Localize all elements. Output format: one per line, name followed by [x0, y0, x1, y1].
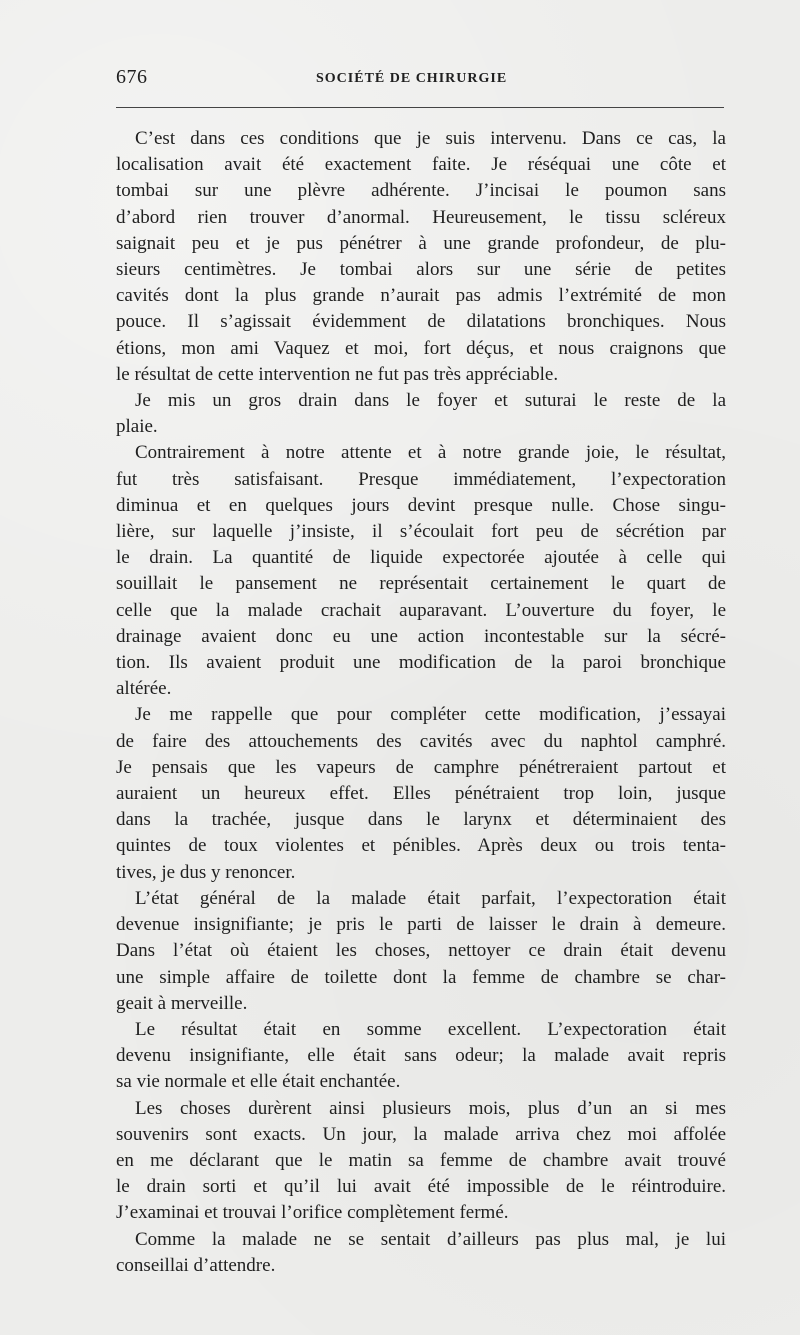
text-line: devenu insignifiante, elle était sans odeur; la malade avait repris — [116, 1045, 726, 1067]
text-line: le drain sorti et qu’il lui avait été impossible de le réintroduire. — [116, 1176, 726, 1198]
text-line: celle que la malade crachait auparavant. L’ouverture du foyer, le — [116, 599, 726, 621]
paragraph-4 — [116, 702, 726, 885]
paragraph-3 — [116, 440, 726, 702]
text-line: fut très satisfaisant. Presque immédiatement, l’expectoration — [116, 468, 726, 490]
text-line: le drain. La quantité de liquide expectorée ajoutée à celle qui — [116, 547, 726, 569]
text-line: Je mis un gros drain dans le foyer et suturai le reste de la — [135, 390, 726, 412]
text-line: cavités dont la plus grande n’aurait pas admis l’extrémité de mon — [116, 285, 726, 307]
text-line: sa vie normale et elle était enchantée. — [116, 1071, 401, 1093]
text-line: le résultat de cette intervention ne fut pas très appréciable. — [116, 363, 559, 385]
text-line: auraient un heureux effet. Elles pénétraient trop loin, jusque — [116, 783, 726, 805]
text-line: pouce. Il s’agissait évidemment de dilatations bronchiques. Nous — [116, 311, 726, 333]
text-line: L’état général de la malade était parfait, l’expectoration était — [135, 887, 726, 909]
text-line: tives, je dus y renoncer. — [116, 861, 296, 883]
text-line: une simple affaire de toilette dont la femme de chambre se char- — [116, 966, 726, 988]
text-line: devenue insignifiante; je pris le parti de laisser le drain à demeure. — [116, 914, 726, 936]
paragraph-1 — [116, 126, 726, 388]
text-line: Les choses durèrent ainsi plusieurs mois, plus d’un an si mes — [135, 1097, 726, 1119]
text-line: souillait le pansement ne représentait certainement le quart de — [116, 573, 726, 595]
text-line: saignait peu et je pus pénétrer à une grande profondeur, de plu- — [116, 232, 726, 254]
text-line: altérée. — [116, 678, 172, 700]
text-line: C’est dans ces conditions que je suis intervenu. Dans ce cas, la — [135, 128, 726, 149]
text-line: dans la trachée, jusque dans le larynx et déterminaient des — [116, 809, 726, 831]
text-line: de faire des attouchements des cavités avec du naphtol camphré. — [116, 730, 726, 752]
paragraph-8 — [116, 1227, 726, 1279]
text-line: diminua et en quelques jours devint presque nulle. Chose singu- — [116, 494, 726, 516]
text-line: plaie. — [116, 416, 158, 438]
text-line: souvenirs sont exacts. Un jour, la malade arriva chez moi affolée — [116, 1123, 726, 1145]
text-line: Comme la malade ne se sentait d’ailleurs pas plus mal, je lui — [135, 1228, 726, 1250]
text-line: Je me rappelle que pour compléter cette modification, j’essayai — [135, 704, 726, 726]
paragraph-2 — [116, 388, 726, 440]
running-head: SOCIÉTÉ DE CHIRURGIE — [316, 71, 508, 86]
text-line: localisation avait été exactement faite. Je réséquai une côte et — [116, 154, 726, 176]
text-line: étions, mon ami Vaquez et moi, fort déçus, et nous craignons que — [116, 337, 726, 359]
text-line: Le résultat était en somme excellent. L’expectoration était — [135, 1018, 726, 1040]
text-line: Dans l’état où étaient les choses, nettoyer ce drain était devenu — [116, 940, 726, 962]
text-line: Contrairement à notre attente et à notre grande joie, le résultat, — [135, 442, 726, 464]
text-line: geait à merveille. — [116, 992, 248, 1014]
paragraph-5 — [116, 886, 726, 1017]
text-line: Je pensais que les vapeurs de camphre pénétreraient partout et — [116, 756, 726, 778]
text-line: lière, sur laquelle j’insiste, il s’écoulait fort peu de sécrétion par — [116, 521, 726, 543]
body-text — [116, 126, 726, 1279]
text-line: quintes de toux violentes et pénibles. Après deux ou trois tenta- — [116, 835, 726, 857]
text-line: en me déclarant que le matin sa femme de chambre avait trouvé — [116, 1149, 726, 1171]
text-line: tombai sur une plèvre adhérente. J’incisai le poumon sans — [116, 180, 726, 202]
text-line: J’examinai et trouvai l’orifice complètement fermé. — [116, 1202, 509, 1224]
text-line: conseillai d’attendre. — [116, 1254, 276, 1276]
text-line: sieurs centimètres. Je tombai alors sur une série de petites — [116, 259, 726, 281]
page-number: 676 — [116, 66, 148, 88]
text-line: d’abord rien trouver d’anormal. Heureusement, le tissu scléreux — [116, 206, 726, 228]
paragraph-7 — [116, 1096, 726, 1227]
page-header — [116, 66, 720, 94]
text-line: tion. Ils avaient produit une modification de la paroi bronchique — [116, 652, 726, 674]
paragraph-6 — [116, 1017, 726, 1096]
text-line: drainage avaient donc eu une action incontestable sur la sécré- — [116, 625, 726, 647]
header-rule — [116, 107, 724, 108]
